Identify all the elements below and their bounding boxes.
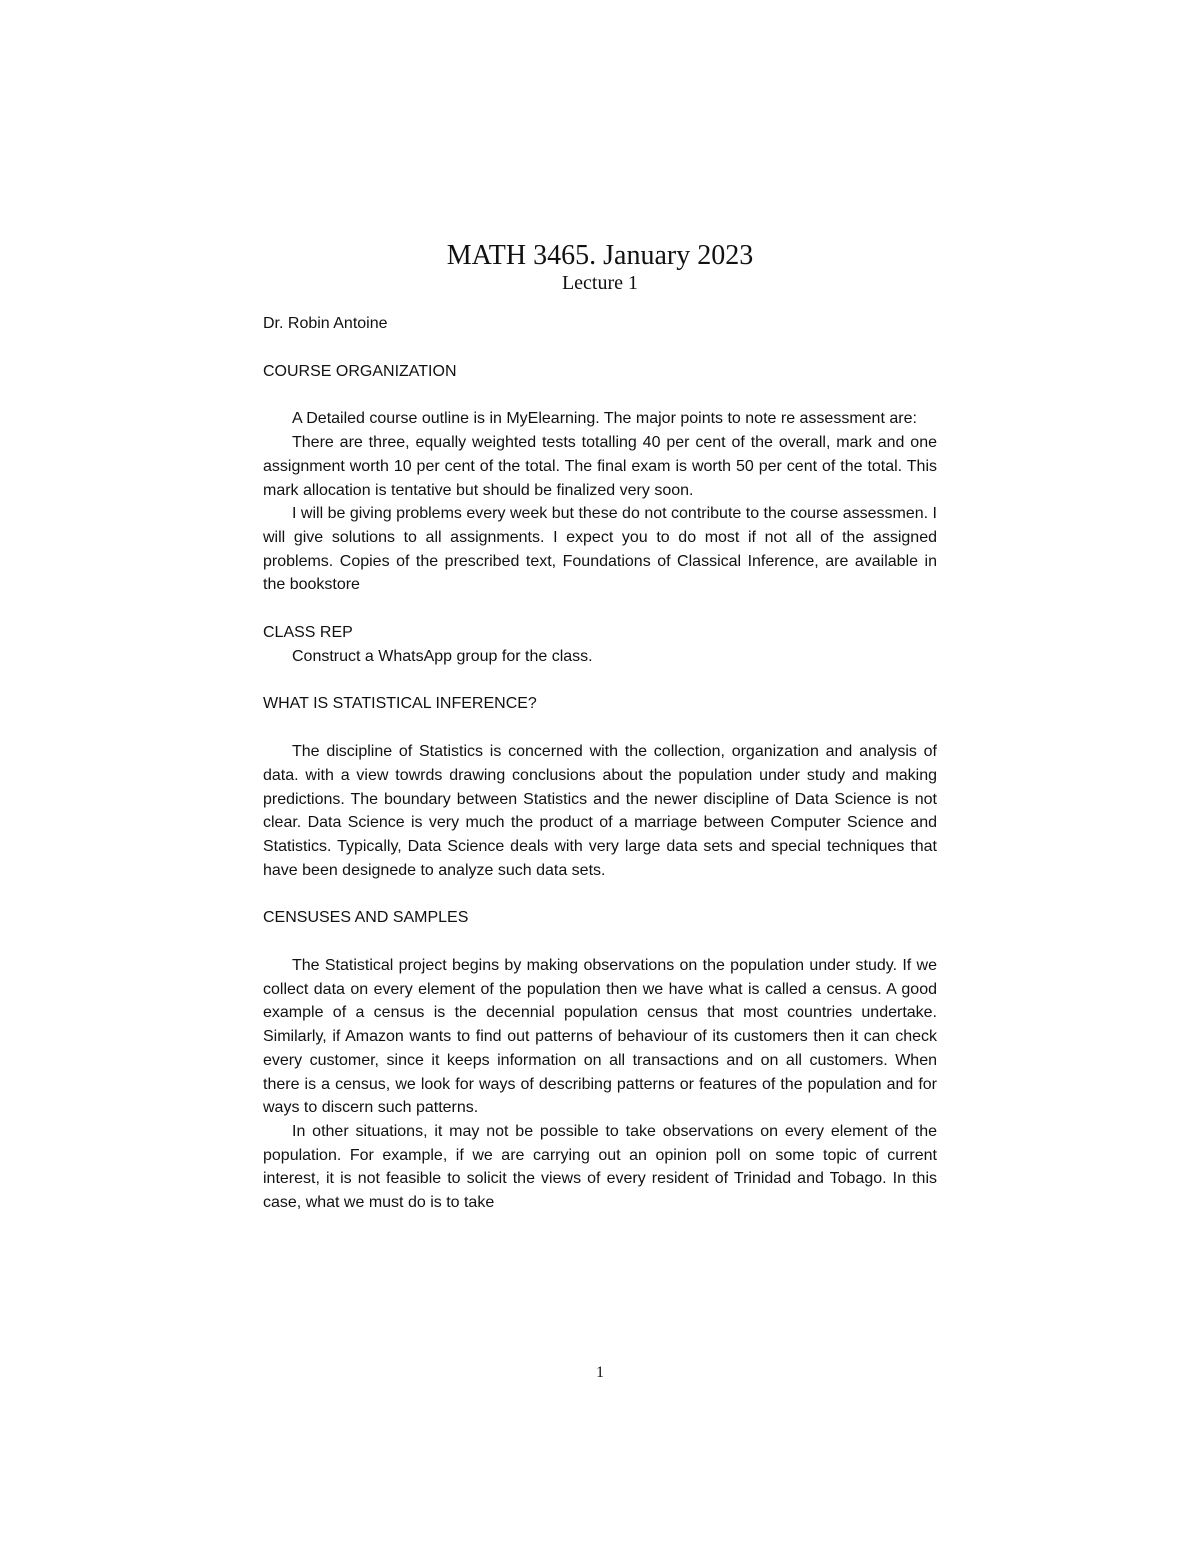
spacer: [263, 668, 937, 692]
paragraph-whatsapp-group: Construct a WhatsApp group for the class.: [292, 647, 593, 665]
document-body: [263, 312, 937, 1215]
spacer: [263, 930, 937, 954]
paragraph-discipline-of-statistics: The discipline of Statistics is concerned with the collection, organization and analysis of data. with a view towrds drawing conclusions about the population under study and making predictions. The boundary between Statistics and the newer discipline of Data Science is not clear. Data Science is very much the product of a marriage between Computer Science and Statistics. Typically, Data Science deals with very large data sets and special techniques that have been designede to analyze such data sets.: [263, 743, 937, 879]
spacer: [263, 716, 937, 740]
document-title: MATH 3465. January 2023: [446, 240, 754, 271]
heading-censuses-and-samples: CENSUSES AND SAMPLES: [263, 909, 469, 927]
spacer: [263, 597, 937, 621]
page-number: 1: [596, 1364, 604, 1381]
paragraph-assessment-weights: There are three, equally weighted tests totalling 40 per cent of the overall, mark and one assignment worth 10 per cent of the total. The final exam is worth 50 per cent of the total. This mark allocation is tentative but should be finalized very soon.: [263, 434, 937, 499]
heading-statistical-inference: WHAT IS STATISTICAL INFERENCE?: [263, 695, 537, 713]
spacer: [263, 383, 937, 407]
paragraph-statistical-project: The Statistical project begins by making observations on the population under study. If we collect data on every element of the population then we have what is called a census. A good example of a census is the decennial population census that most countries undertake. Similarly, if Amazon wants to find out patterns of behaviour of its customers then it can check every customer, since it keeps information on all transactions and on all customers. When there is a census, we look for ways of describing patterns or features of the population and for ways to discern such patterns.: [263, 957, 937, 1117]
paragraph-weekly-problems: I will be giving problems every week but these do not contribute to the course assessmen. I will give solutions to all assignments. I expect you to do most if not all of the assigned problems. Copies of the prescribed text, Foundations of Classical Inference, are available in the bookstore: [263, 505, 937, 594]
paragraph-course-outline: A Detailed course outline is in MyElearning. The major points to note re assessment are:: [292, 410, 917, 428]
heading-class-rep: CLASS REP: [263, 624, 353, 642]
author-line: Dr. Robin Antoine: [263, 315, 388, 332]
paragraph-other-situations: In other situations, it may not be possible to take observations on every element of the population. For example, if we are carrying out an opinion poll on some topic of current interest, it is not feasible to solicit the views of every resident of Trinidad and Tobago. In this case, what we must do is to take: [263, 1122, 937, 1212]
spacer: [263, 882, 937, 906]
heading-course-organization: COURSE ORGANIZATION: [263, 362, 457, 380]
document-subtitle: Lecture 1: [561, 272, 639, 294]
